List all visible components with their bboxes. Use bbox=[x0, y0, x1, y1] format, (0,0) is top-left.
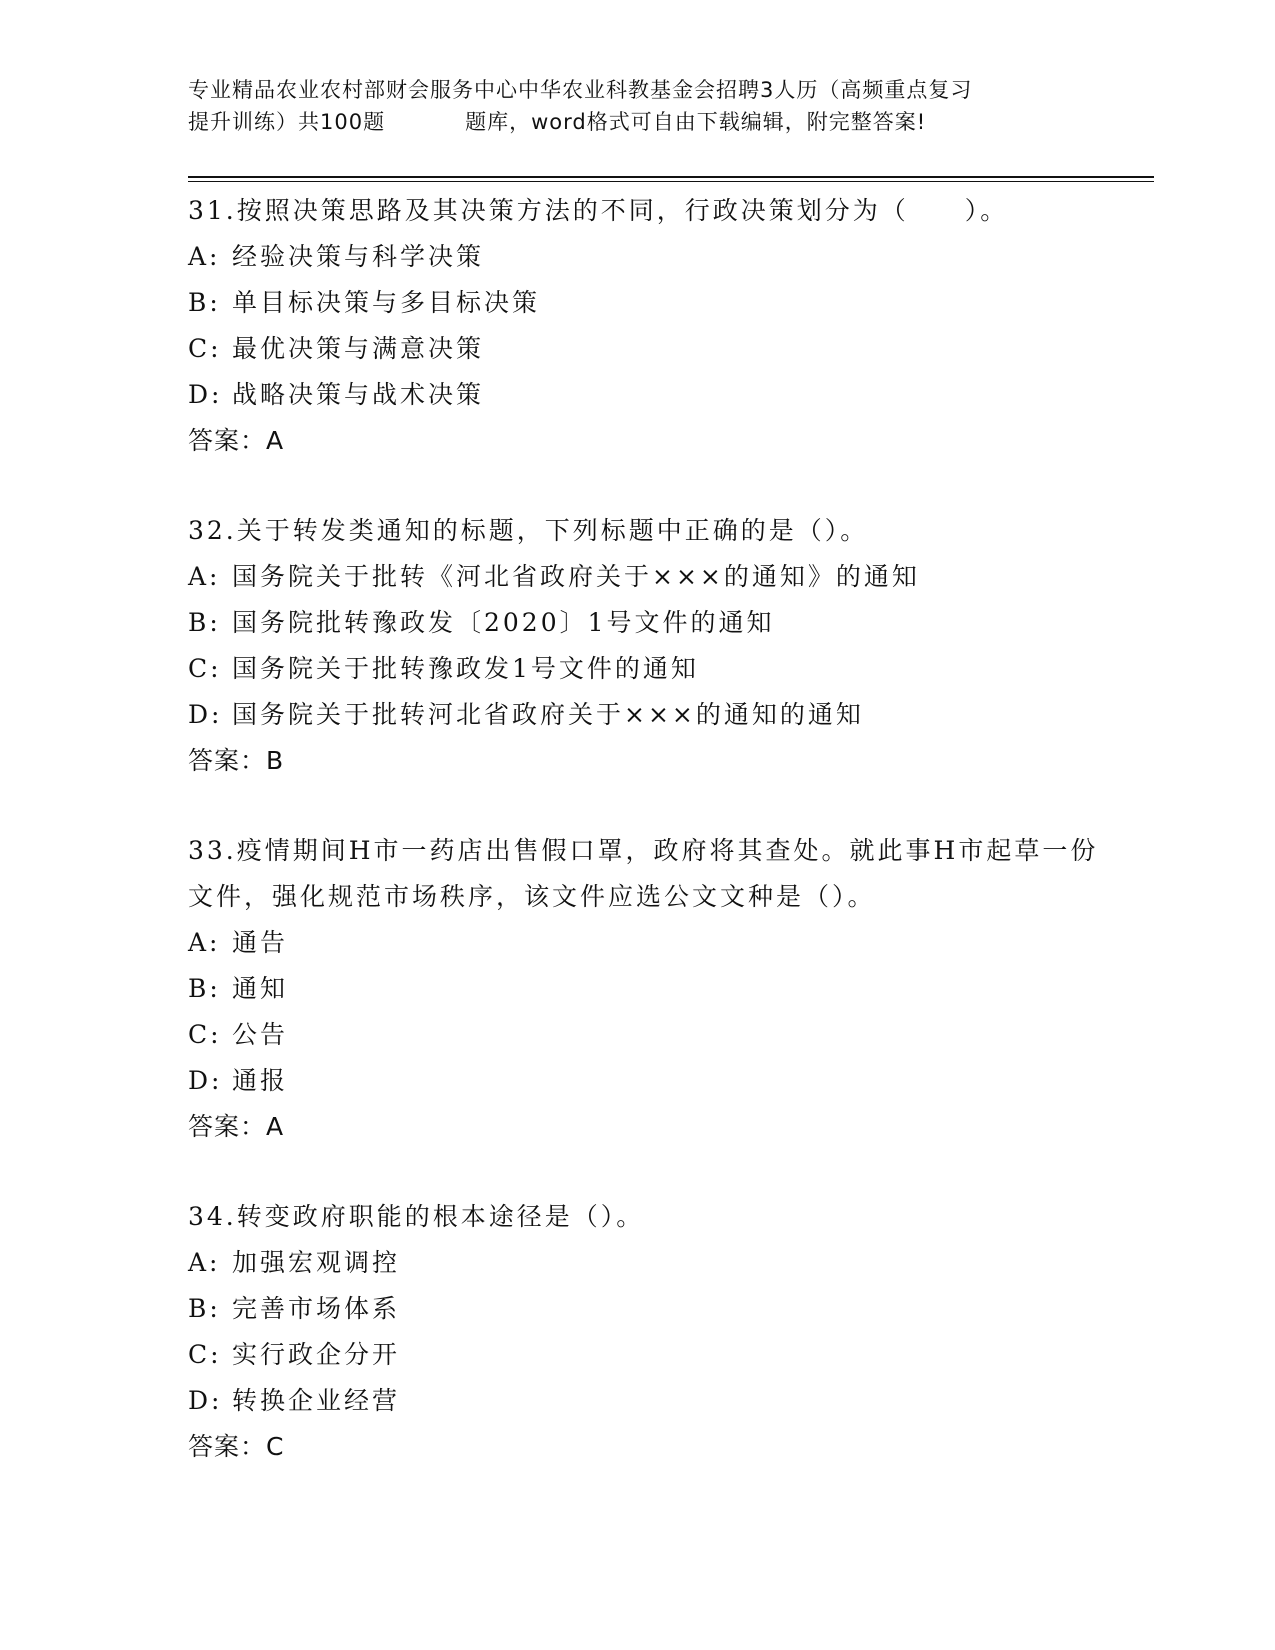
option-text: 国务院批转豫政发〔2020〕1号文件的通知 bbox=[232, 608, 775, 637]
option-letter: D: bbox=[188, 1066, 223, 1095]
option-a bbox=[188, 1240, 1118, 1286]
option-text: 最优决策与满意决策 bbox=[232, 334, 485, 363]
option-text: 加强宏观调控 bbox=[232, 1248, 401, 1277]
option-letter: D: bbox=[188, 380, 223, 409]
option-letter: B: bbox=[188, 288, 221, 317]
option-d bbox=[188, 1378, 1118, 1424]
header-line-2-part-1: 提升训练）共100题 bbox=[188, 110, 386, 134]
option-letter: D: bbox=[188, 1386, 223, 1415]
question-32 bbox=[188, 508, 1118, 784]
question-33 bbox=[188, 828, 1118, 1150]
option-a bbox=[188, 554, 1118, 600]
option-text: 转换企业经营 bbox=[232, 1386, 401, 1415]
option-d bbox=[188, 692, 1118, 738]
option-b bbox=[188, 600, 1118, 646]
option-letter: B: bbox=[188, 1294, 221, 1323]
option-letter: B: bbox=[188, 974, 221, 1003]
question-list bbox=[188, 188, 1118, 1514]
option-text: 通告 bbox=[232, 928, 289, 957]
option-letter: C: bbox=[188, 334, 222, 363]
option-c bbox=[188, 1012, 1118, 1058]
option-text: 经验决策与科学决策 bbox=[232, 242, 485, 271]
question-stem: 31.按照决策思路及其决策方法的不同，行政决策划分为（ ）。 bbox=[188, 196, 1009, 225]
option-letter: A: bbox=[188, 928, 221, 957]
option-c bbox=[188, 1332, 1118, 1378]
option-text: 实行政企分开 bbox=[232, 1340, 401, 1369]
option-letter: A: bbox=[188, 562, 221, 591]
option-c bbox=[188, 646, 1118, 692]
question-stem: 33.疫情期间H市一药店出售假口罩，政府将其查处。就此事H市起草一份文件，强化规范市场秩序，该文件应选公文文种是（）。 bbox=[188, 836, 1099, 911]
option-b bbox=[188, 1286, 1118, 1332]
option-c bbox=[188, 326, 1118, 372]
header-divider-thick bbox=[188, 176, 1154, 178]
option-d bbox=[188, 372, 1118, 418]
option-letter: C: bbox=[188, 1340, 222, 1369]
option-text: 单目标决策与多目标决策 bbox=[232, 288, 541, 317]
option-b bbox=[188, 966, 1118, 1012]
answer: 答案：B bbox=[188, 746, 285, 775]
option-b bbox=[188, 280, 1118, 326]
option-letter: C: bbox=[188, 654, 222, 683]
question-34 bbox=[188, 1194, 1118, 1470]
answer: 答案：C bbox=[188, 1432, 285, 1461]
header-line-2 bbox=[188, 106, 1088, 138]
answer: 答案：A bbox=[188, 1112, 285, 1141]
option-a bbox=[188, 920, 1118, 966]
question-stem: 32.关于转发类通知的标题，下列标题中正确的是（）。 bbox=[188, 516, 869, 545]
option-text: 公告 bbox=[232, 1020, 289, 1049]
option-text: 国务院关于批转豫政发1号文件的通知 bbox=[232, 654, 699, 683]
option-text: 通报 bbox=[232, 1066, 289, 1095]
option-text: 完善市场体系 bbox=[232, 1294, 401, 1323]
option-letter: A: bbox=[188, 1248, 221, 1277]
document-header bbox=[188, 74, 1088, 138]
question-stem: 34.转变政府职能的根本途径是（）。 bbox=[188, 1202, 645, 1231]
header-line-1: 专业精品农业农村部财会服务中心中华农业科教基金会招聘3人历（高频重点复习 bbox=[188, 78, 973, 102]
option-a bbox=[188, 234, 1118, 280]
header-line-2-part-2: 题库，word格式可自由下载编辑，附完整答案! bbox=[465, 110, 927, 134]
option-text: 国务院关于批转《河北省政府关于×××的通知》的通知 bbox=[232, 562, 920, 591]
option-letter: C: bbox=[188, 1020, 222, 1049]
option-text: 国务院关于批转河北省政府关于×××的通知的通知 bbox=[232, 700, 864, 729]
question-31 bbox=[188, 188, 1118, 464]
option-d bbox=[188, 1058, 1118, 1104]
answer: 答案：A bbox=[188, 426, 285, 455]
option-text: 战略决策与战术决策 bbox=[232, 380, 485, 409]
option-letter: D: bbox=[188, 700, 223, 729]
header-divider-thin bbox=[188, 181, 1154, 182]
option-text: 通知 bbox=[232, 974, 289, 1003]
option-letter: A: bbox=[188, 242, 221, 271]
option-letter: B: bbox=[188, 608, 221, 637]
